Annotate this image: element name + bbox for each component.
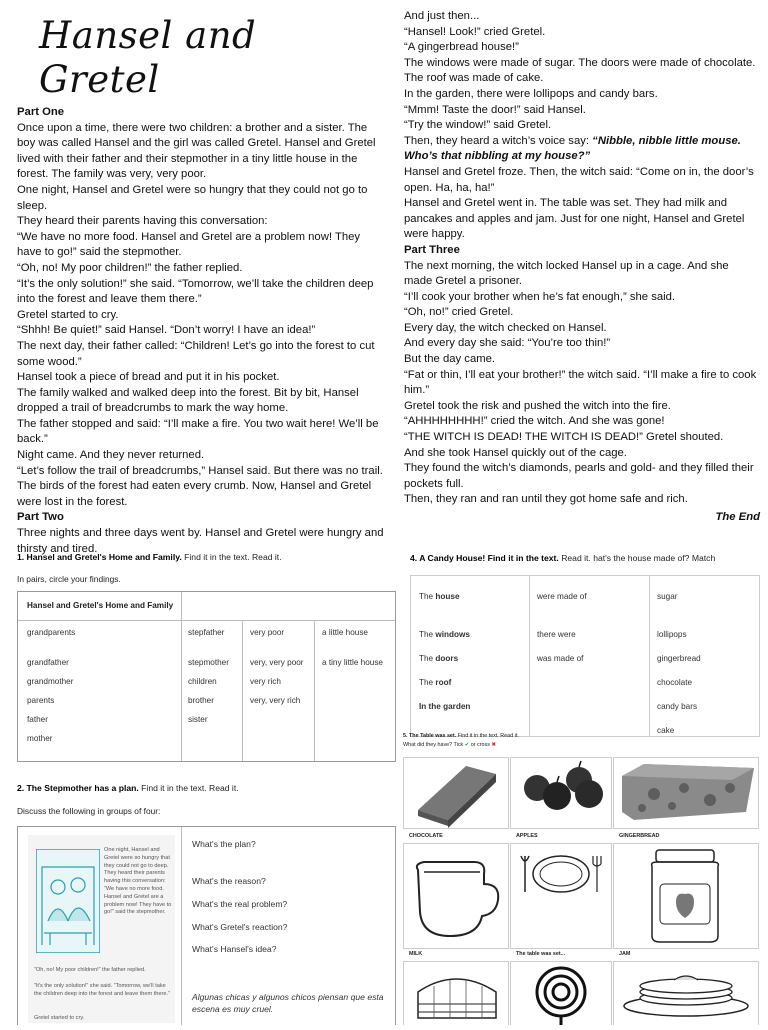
table-cell: sugar lollipops gingerbread chocolate candy bars cake <box>657 592 701 735</box>
gingerbread-icon <box>614 758 758 828</box>
candy-house-match-table <box>410 575 760 737</box>
story-paragraph: Every day, the witch checked on Hansel. <box>404 321 607 334</box>
question: What's the plan? <box>192 839 256 849</box>
story-paragraph: The windows were made of sugar. The doors were made of chocolate. The roof was made of cake. <box>404 56 756 85</box>
picture-caption: GINGERBREAD <box>619 833 660 839</box>
illustration-icon <box>36 849 100 953</box>
milk-jug-icon <box>404 844 508 948</box>
exercise-5 <box>403 733 763 748</box>
story-paragraph: “Oh, no!” cried Gretel. <box>404 306 514 319</box>
story-paragraph: “I’ll cook your brother when he’s fat enough,” she said. <box>404 290 676 303</box>
story-paragraph: “It’s the only solution!” she said. “Tomorrow, we’ll take the children deep into the forest and leave them there.” <box>17 277 374 306</box>
table-header-cell: stepfather <box>188 628 225 637</box>
story-paragraph: And she took Hansel quickly out of the cage. <box>404 446 627 459</box>
story-paragraph: Hansel and Gretel froze. Then, the witch said: “Come on in, the door’s open. Ha, ha, ha!” <box>404 165 754 194</box>
chocolate-bar-icon <box>404 758 508 828</box>
story-paragraph: Hansel took a piece of bread and put it in his pocket. <box>17 371 280 384</box>
story-paragraph: Gretel started to cry. <box>17 308 119 321</box>
spanish-note: Algunas chicas y algunos chicos piensan que esta escena es muy cruel. <box>192 992 384 1014</box>
story-left-column <box>17 0 387 557</box>
excerpt-text-4: Gretel started to cry. <box>34 1015 85 1021</box>
excerpt-text-2: “Oh, no! My poor children!” the father replied. <box>34 967 146 973</box>
picture-caption: The table was set... <box>516 951 566 957</box>
table-cell: a tiny little house <box>322 658 383 667</box>
apples-icon <box>511 758 611 828</box>
story-paragraph: “Hansel! Look!” cried Gretel. <box>404 25 546 38</box>
picture-caption: APPLES <box>516 833 538 839</box>
picture-caption: MILK <box>409 951 423 957</box>
table-cell: very, very poor very rich very, very rich <box>250 658 304 705</box>
exercise-1-instruction: In pairs, circle your findings. <box>17 574 121 584</box>
cake-picture <box>403 961 509 1025</box>
exercise-5-instruction: What did they have? Tick <box>403 742 464 748</box>
part-heading: Part Three <box>404 243 460 256</box>
table-cell: The house The windows The doors The roof In the garden <box>419 592 471 711</box>
story-paragraph: Hansel and Gretel went in. The table was set. They had milk and pancakes and apples and jam. Just for one night, Hansel and Gretel were happy. <box>404 197 745 241</box>
table-cell: grandfather grandmother parents father mother <box>27 658 74 743</box>
story-title: Hansel and Gretel <box>39 14 257 101</box>
story-paragraph: Once upon a time, there were two children: a brother and a sister. The boy was called Hansel and the girl was called Gretel. Hansel and Gretel lived with their father and their stepmother in a tiny little house in the forest. The family was very, very poor. <box>17 121 376 181</box>
table-cell: stepmother children brother sister <box>188 658 229 724</box>
story-paragraph: “Shhh! Be quiet!” said Hansel. “Don’t worry! I have an idea!” <box>17 324 316 337</box>
witch-quote: “Nibble, nibble little mouse. Who’s that nibbling at my house?” <box>404 134 741 163</box>
story-paragraph: “Mmm! Taste the door!” said Hansel. <box>404 103 586 116</box>
exercise-2-heading-rest: Find it in the text. Read it. <box>138 783 239 793</box>
table-header-cell: very poor <box>250 628 285 637</box>
jam-jar-icon <box>614 844 758 948</box>
story-paragraph: “Fat or thin, I’ll eat your brother!” the witch said. “I’ll make a fire to cook him.” <box>404 368 757 397</box>
chocolate-picture <box>403 757 509 829</box>
exercise-1-heading: 1. Hansel and Gretel's Home and Family. <box>17 552 182 562</box>
story-paragraph: They heard their parents having this conversation: <box>17 215 268 228</box>
story-paragraph: One night, Hansel and Gretel were so hungry that they could not go to sleep. <box>17 183 368 212</box>
story-paragraph: “Let’s follow the trail of breadcrumbs,” Hansel said. But there was no trail. The birds of the forest had eaten every crumb. Now, Hansel and Gretel were lost in the forest. <box>17 464 383 508</box>
pancakes-icon <box>614 962 758 1025</box>
exercise-4-heading-rest: Read it. hat's the house made of? Match <box>558 553 716 563</box>
story-paragraph: Then, they heard a witch’s voice say: “Nibble, nibble little mouse. Who’s that nibbling at my house?” <box>404 134 741 163</box>
question: What's the reason? <box>192 876 266 886</box>
question: What's Gretel's reaction? <box>192 922 288 932</box>
tick-icon: ✔ <box>464 742 470 748</box>
family-table-title: Hansel and Gretel's Home and Family <box>27 601 174 610</box>
cross-icon: ✖ <box>491 742 496 748</box>
lollipop-picture <box>510 961 612 1025</box>
exercise-5-heading: 5. The Table was set. <box>403 733 457 739</box>
story-paragraph: In the garden, there were lollipops and candy bars. <box>404 87 658 100</box>
book-excerpt <box>28 835 175 1023</box>
exercise-4 <box>410 553 760 563</box>
the-end-label: The End <box>715 511 760 523</box>
story-paragraph: “We have no more food. Hansel and Gretel are a problem now! They have to go!” said the stepmother. <box>17 230 361 259</box>
part-heading: Part Two <box>17 511 64 524</box>
story-paragraph: Gretel took the risk and pushed the witch into the fire. <box>404 399 671 412</box>
exercise-4-heading: 4. A Candy House! Find it in the text. <box>410 553 559 563</box>
exercise-1 <box>17 552 397 584</box>
story-paragraph: But the day came. <box>404 353 496 366</box>
excerpt-text-3: “It's the only solution!” she said. “Tomorrow, we'll take the children deep into the forest and leave them there.” <box>34 983 170 997</box>
picture-caption: CHOCOLATE <box>409 833 443 839</box>
story-paragraph: Three nights and three days went by. Hansel and Gretel were hungry and thirsty and tired. <box>17 527 384 555</box>
exercise-2 <box>17 783 397 816</box>
story-right-column <box>404 9 760 526</box>
exercise-1-heading-rest: Find it in the text. Read it. <box>181 552 282 562</box>
table-header-cell: a little house <box>322 628 368 637</box>
story-paragraph: Night came. And they never returned. <box>17 449 205 462</box>
jam-picture <box>613 843 759 949</box>
table-header-cell: grandparents <box>27 628 76 637</box>
picture-caption: JAM <box>619 951 631 957</box>
story-paragraph: “Oh, no! My poor children!” the father replied. <box>17 261 243 274</box>
excerpt-text-1: One night, Hansel and Gretel were so hungry that they could not go to deep. They heard their parents having this conversation: “We have no more food. Hansel and Gretel are a problem now! They have to go!” said the stepmother. <box>104 847 172 916</box>
apples-picture <box>510 757 612 829</box>
exercise-2-heading: 2. The Stepmother has a plan. <box>17 783 139 793</box>
family-table <box>17 591 396 762</box>
food-picture-grid <box>403 757 757 1024</box>
plate-and-cutlery-icon <box>511 844 611 948</box>
story-paragraph: The next morning, the witch locked Hansel up in a cage. And she made Gretel a prisoner. <box>404 259 729 288</box>
story-paragraph: “AHHHHHHHH!” cried the witch. And she was gone! <box>404 415 665 428</box>
story-paragraph: And every day she said: “You’re too thin!” <box>404 337 611 350</box>
story-paragraph: The family walked and walked deep into the forest. Bit by bit, Hansel dropped a trail of breadcrumbs to mark the way home. <box>17 386 359 415</box>
cake-icon <box>404 962 508 1025</box>
table-cell: were made of there were was made of <box>537 592 587 663</box>
story-paragraph: “A gingerbread house!” <box>404 41 519 54</box>
exercise-5-heading-rest: Find it in the text. Read it. <box>456 733 519 739</box>
gingerbread-picture <box>613 757 759 829</box>
milk-picture <box>403 843 509 949</box>
part-heading: Part One <box>17 106 65 118</box>
question: What's the real problem? <box>192 899 288 909</box>
exercise-5-instruction-2: or cross <box>469 742 492 748</box>
table-set-picture <box>510 843 612 949</box>
story-paragraph: “Try the window!” said Gretel. <box>404 119 552 132</box>
story-paragraph: The father stopped and said: “I’ll make a fire. You two wait here! We’ll be back.” <box>17 417 379 446</box>
story-paragraph: The next day, their father called: “Children! Let’s go into the forest to cut some wood.” <box>17 339 375 368</box>
question: What's Hansel's idea? <box>192 944 277 954</box>
exercise-2-instruction: Discuss the following in groups of four: <box>17 806 161 816</box>
story-paragraph: Then, they ran and ran until they got home safe and rich. <box>404 493 688 506</box>
story-paragraph: They found the witch’s diamonds, pearls and gold- and they filled their pockets full. <box>404 462 754 490</box>
stepmother-plan-box <box>17 826 396 1025</box>
story-paragraph: And just then... <box>404 10 480 22</box>
story-paragraph: “THE WITCH IS DEAD! THE WITCH IS DEAD!” Gretel shouted. <box>404 431 724 444</box>
lollipop-icon <box>511 962 611 1025</box>
pancakes-picture <box>613 961 759 1025</box>
